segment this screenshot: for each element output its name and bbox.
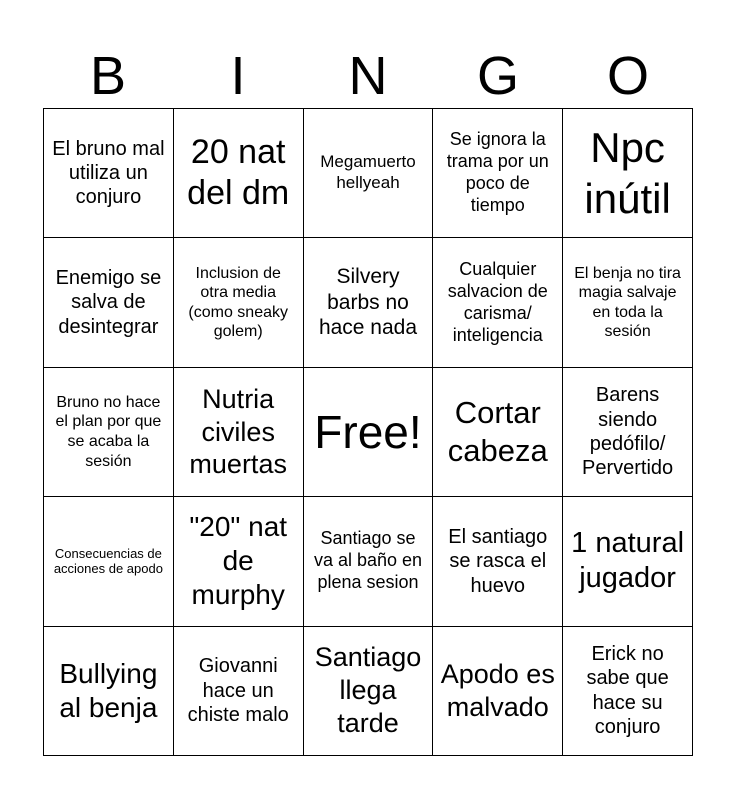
bingo-cell-text: Bruno no hace el plan por que se acaba la sesión bbox=[55, 393, 162, 470]
bingo-cell[interactable] bbox=[44, 627, 174, 756]
bingo-cell-text: 20 nat del dm bbox=[187, 132, 290, 213]
bingo-cell[interactable] bbox=[563, 238, 693, 367]
title-letter-o: O bbox=[606, 46, 649, 106]
bingo-cell-text: Se ignora la trama por un poco de tiempo bbox=[446, 129, 549, 216]
bingo-board bbox=[43, 108, 693, 756]
title-letter-i: I bbox=[230, 46, 246, 106]
bingo-cell[interactable] bbox=[563, 368, 693, 497]
bingo-cell-text: Erick no sabe que hace su conjuro bbox=[586, 643, 669, 739]
bingo-cell-text: El bruno mal utiliza un conjuro bbox=[52, 137, 165, 209]
bingo-cell-text: Silvery barbs no hace nada bbox=[318, 265, 418, 340]
bingo-cell-text: Barens siendo pedófilo/ Pervertido bbox=[582, 384, 674, 480]
bingo-cell[interactable] bbox=[304, 238, 434, 367]
bingo-cell[interactable] bbox=[304, 109, 434, 238]
title-letter-b: B bbox=[89, 46, 127, 106]
title-letter-n: N bbox=[348, 46, 388, 106]
bingo-cell[interactable] bbox=[433, 627, 563, 756]
bingo-cell-text: Giovanni hace un chiste malo bbox=[187, 655, 289, 726]
bingo-cell[interactable] bbox=[433, 368, 563, 497]
bingo-cell[interactable] bbox=[304, 497, 434, 626]
bingo-cell[interactable] bbox=[44, 368, 174, 497]
bingo-cell-text: El benja no tira magia salvaje en toda la sesión bbox=[574, 264, 681, 341]
bingo-cell-text: Consecuencias de acciones de apodo bbox=[53, 545, 163, 577]
bingo-cell[interactable] bbox=[563, 627, 693, 756]
bingo-cell-text: 1 natural jugador bbox=[571, 527, 685, 595]
bingo-cell-text: "20" nat de murphy bbox=[189, 511, 288, 611]
bingo-cell[interactable] bbox=[433, 497, 563, 626]
bingo-cell[interactable] bbox=[563, 497, 693, 626]
bingo-cell[interactable] bbox=[304, 627, 434, 756]
bingo-cell-text: Nutria civiles muertas bbox=[189, 383, 287, 480]
bingo-cell[interactable] bbox=[563, 109, 693, 238]
bingo-cell-text: Megamuerto hellyeah bbox=[320, 152, 416, 193]
bingo-cell[interactable] bbox=[44, 109, 174, 238]
bingo-cell[interactable] bbox=[174, 497, 304, 626]
bingo-cell[interactable] bbox=[174, 109, 304, 238]
bingo-cell-text: El santiago se rasca el huevo bbox=[448, 525, 548, 597]
bingo-cell-text: Free! bbox=[314, 405, 422, 458]
bingo-cell[interactable] bbox=[174, 238, 304, 367]
bingo-cell-text: Bullying al benja bbox=[59, 657, 158, 723]
bingo-cell-text: Santiago llega tarde bbox=[314, 642, 422, 739]
bingo-cell-text: Cualquier salvacion de carisma/ inteligencia bbox=[447, 258, 548, 345]
bingo-cell-text: Npc inútil bbox=[584, 123, 671, 223]
bingo-cell-text: Cortar cabeza bbox=[447, 395, 548, 468]
bingo-title bbox=[43, 44, 693, 108]
title-letter-g: G bbox=[476, 46, 519, 106]
bingo-cell[interactable] bbox=[433, 109, 563, 238]
bingo-cell[interactable] bbox=[174, 368, 304, 497]
bingo-cell-text: Inclusion de otra media (como sneaky golem) bbox=[188, 264, 288, 341]
bingo-cell[interactable] bbox=[44, 497, 174, 626]
bingo-cell-text: Apodo es malvado bbox=[440, 658, 555, 722]
bingo-cell[interactable] bbox=[433, 238, 563, 367]
bingo-cell-text: Santiago se va al baño en plena sesion bbox=[313, 528, 423, 593]
bingo-cell[interactable] bbox=[44, 238, 174, 367]
bingo-cell-text: Enemigo se salva de desintegrar bbox=[55, 267, 162, 338]
free-space-cell[interactable] bbox=[304, 368, 434, 497]
bingo-cell[interactable] bbox=[174, 627, 304, 756]
